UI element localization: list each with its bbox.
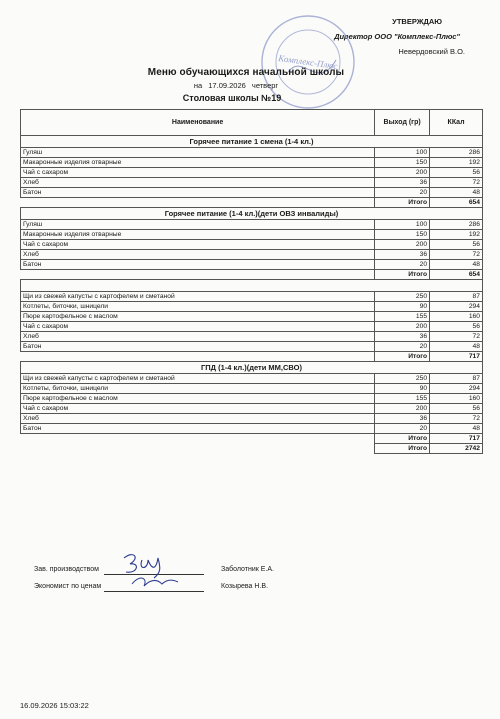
- grand-total-spacer: [21, 444, 375, 454]
- dish-output: 200: [375, 322, 430, 332]
- menu-table: [20, 109, 483, 454]
- table-row: [21, 230, 483, 240]
- table-row: [21, 168, 483, 178]
- table-row: [21, 414, 483, 424]
- dish-name: Щи из свежей капусты с картофелем и сметаной: [21, 374, 375, 384]
- section-header-row: [21, 362, 483, 374]
- dish-name: Чай с сахаром: [21, 168, 375, 178]
- total-label-spacer: [21, 198, 375, 208]
- dish-kcal: 56: [430, 168, 483, 178]
- table-row: [21, 240, 483, 250]
- dish-kcal: 48: [430, 188, 483, 198]
- dish-kcal: 48: [430, 260, 483, 270]
- grand-total-label: Итого: [375, 444, 430, 454]
- dish-kcal: 56: [430, 240, 483, 250]
- dish-output: 155: [375, 394, 430, 404]
- dish-kcal: 72: [430, 178, 483, 188]
- dish-kcal: 72: [430, 414, 483, 424]
- table-row: [21, 394, 483, 404]
- total-label: Итого: [375, 352, 430, 362]
- section-total-row: [21, 434, 483, 444]
- table-row: [21, 332, 483, 342]
- date-prefix: на: [193, 81, 203, 90]
- table-row: [21, 342, 483, 352]
- dish-name: Хлеб: [21, 250, 375, 260]
- table-row: [21, 424, 483, 434]
- table-row: [21, 322, 483, 332]
- menu-weekday: четверг: [251, 81, 279, 90]
- table-row: [21, 148, 483, 158]
- table-row: [21, 384, 483, 394]
- print-timestamp: 16.09.2026 15:03:22: [20, 701, 89, 710]
- dish-output: 36: [375, 414, 430, 424]
- dish-output: 250: [375, 374, 430, 384]
- total-label: Итого: [375, 270, 430, 280]
- dish-name: Макаронные изделия отварные: [21, 230, 375, 240]
- total-label-spacer: [21, 352, 375, 362]
- section-header-row: [21, 208, 483, 220]
- dish-output: 20: [375, 188, 430, 198]
- menu-title-block: [0, 67, 500, 103]
- table-row: [21, 158, 483, 168]
- dish-output: 20: [375, 424, 430, 434]
- dish-name: Котлеты, биточки, шницели: [21, 384, 375, 394]
- dish-kcal: 56: [430, 322, 483, 332]
- dish-kcal: 294: [430, 302, 483, 312]
- dish-kcal: 72: [430, 250, 483, 260]
- total-label: Итого: [375, 198, 430, 208]
- dish-output: 100: [375, 220, 430, 230]
- dish-output: 100: [375, 148, 430, 158]
- table-row: [21, 220, 483, 230]
- dish-name: Котлеты, биточки, шницели: [21, 302, 375, 312]
- dish-kcal: 72: [430, 332, 483, 342]
- dish-output: 36: [375, 332, 430, 342]
- table-row: [21, 374, 483, 384]
- dish-name: Хлеб: [21, 332, 375, 342]
- dish-output: 150: [375, 158, 430, 168]
- dish-kcal: 56: [430, 404, 483, 414]
- stamp-text: Комплекс-Плюс: [277, 52, 339, 72]
- dish-name: Чай с сахаром: [21, 240, 375, 250]
- total-value: 717: [430, 434, 483, 444]
- dish-kcal: 286: [430, 220, 483, 230]
- table-row: [21, 178, 483, 188]
- dish-kcal: 87: [430, 292, 483, 302]
- handwritten-signatures: [118, 548, 184, 592]
- section-title: Горячее питание 1 смена (1-4 кл.): [21, 136, 483, 148]
- total-label-spacer: [21, 434, 375, 444]
- page-title: Меню обучающихся начальной школы: [147, 67, 345, 78]
- table-row: [21, 188, 483, 198]
- dish-name: Чай с сахаром: [21, 404, 375, 414]
- dish-kcal: 48: [430, 342, 483, 352]
- dish-output: 155: [375, 312, 430, 322]
- dish-name: Хлеб: [21, 414, 375, 424]
- dish-name: Пюре картофельное с маслом: [21, 312, 375, 322]
- table-header-row: [21, 110, 483, 136]
- section-total-row: [21, 352, 483, 362]
- col-header-name: Наименование: [21, 110, 375, 136]
- dish-name: Макаронные изделия отварные: [21, 158, 375, 168]
- section-title: Горячее питание (1-4 кл.)(дети ОВЗ инвалиды): [21, 208, 483, 220]
- section-title: ГПД (1-4 кл.)(дети ММ,СВО): [21, 362, 483, 374]
- total-label: Итого: [375, 434, 430, 444]
- dish-output: 36: [375, 250, 430, 260]
- col-header-kcal: ККал: [430, 110, 483, 136]
- dish-kcal: 294: [430, 384, 483, 394]
- dish-name: Гуляш: [21, 148, 375, 158]
- dish-kcal: 286: [430, 148, 483, 158]
- dish-output: 90: [375, 384, 430, 394]
- menu-date-line: [0, 81, 486, 90]
- dish-output: 250: [375, 292, 430, 302]
- signature-role-economist: Экономист по ценам: [34, 583, 102, 590]
- dish-name: Пюре картофельное с маслом: [21, 394, 375, 404]
- table-row: [21, 292, 483, 302]
- dish-output: 36: [375, 178, 430, 188]
- section-total-row: [21, 270, 483, 280]
- signature-name-economist: Козырева Н.В.: [221, 583, 269, 590]
- dish-kcal: 160: [430, 394, 483, 404]
- total-value: 654: [430, 270, 483, 280]
- school-name: Столовая школы №19: [182, 93, 282, 103]
- dish-kcal: 192: [430, 158, 483, 168]
- dish-name: Гуляш: [21, 220, 375, 230]
- dish-name: Батон: [21, 424, 375, 434]
- approver-name: Невердовский В.О.: [398, 47, 465, 56]
- signature-role-production: Зав. производством: [34, 566, 99, 573]
- dish-name: Батон: [21, 188, 375, 198]
- dish-name: Батон: [21, 342, 375, 352]
- col-header-output: Выход (гр): [375, 110, 430, 136]
- signature-name-production: Заболотник Е.А.: [221, 566, 274, 573]
- section-total-row: [21, 198, 483, 208]
- dish-name: Хлеб: [21, 178, 375, 188]
- grand-total-row: [21, 444, 483, 454]
- total-label-spacer: [21, 270, 375, 280]
- table-row: [21, 302, 483, 312]
- approver-position: Директор ООО "Комплекс-Плюс": [334, 32, 460, 41]
- total-value: 654: [430, 198, 483, 208]
- dish-output: 20: [375, 260, 430, 270]
- dish-name: Чай с сахаром: [21, 322, 375, 332]
- section-header-row: [21, 280, 483, 292]
- table-row: [21, 404, 483, 414]
- dish-kcal: 87: [430, 374, 483, 384]
- dish-output: 150: [375, 230, 430, 240]
- dish-kcal: 48: [430, 424, 483, 434]
- dish-name: Батон: [21, 260, 375, 270]
- table-row: [21, 260, 483, 270]
- grand-total-value: 2742: [430, 444, 483, 454]
- dish-output: 200: [375, 404, 430, 414]
- dish-name: Щи из свежей капусты с картофелем и сметаной: [21, 292, 375, 302]
- dish-kcal: 192: [430, 230, 483, 240]
- approved-label: УТВЕРЖДАЮ: [392, 17, 442, 26]
- dish-output: 200: [375, 168, 430, 178]
- dish-output: 20: [375, 342, 430, 352]
- dish-output: 200: [375, 240, 430, 250]
- section-title: [21, 280, 483, 292]
- section-header-row: [21, 136, 483, 148]
- table-row: [21, 312, 483, 322]
- table-row: [21, 250, 483, 260]
- dish-kcal: 160: [430, 312, 483, 322]
- dish-output: 90: [375, 302, 430, 312]
- menu-date: 17.09.2026: [208, 81, 246, 90]
- total-value: 717: [430, 352, 483, 362]
